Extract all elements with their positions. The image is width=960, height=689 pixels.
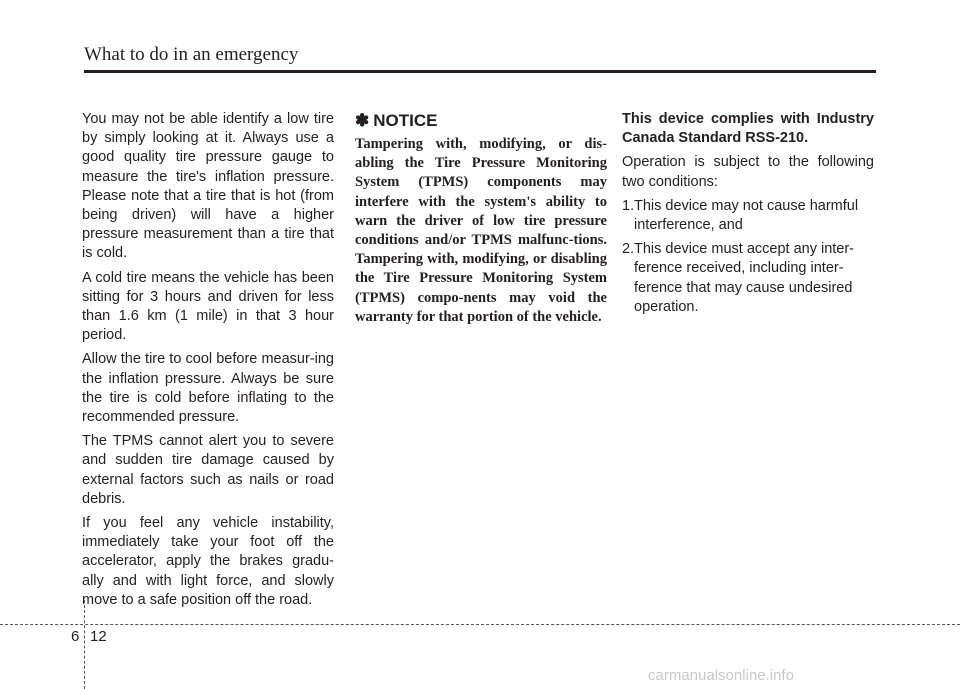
page-number: 12: [90, 628, 107, 645]
notice-heading: [355, 110, 607, 132]
column-left: [82, 110, 334, 615]
section-number: 6: [71, 628, 80, 645]
list-item-text: This device must accept any inter-ference received, including inter-ference that may cause undesired operation.: [634, 241, 855, 315]
notice-body: Tampering with, modifying, or dis-abling the Tire Pressure Monitoring System (TPMS) components may interfere with the system's ability to warn the driver of low tire pressure conditions and/or TPMS malfunc-tions. Tampering with, modifying, or disabling the Tire Pressure Monitoring System (TPMS) compo-nents may void the warranty for that portion of the vehicle.: [355, 136, 607, 325]
header-rule: [84, 70, 876, 73]
notice-asterisk-icon: ✽: [355, 111, 370, 130]
footer-rule: [0, 624, 960, 625]
paragraph: A cold tire means the vehicle has been sitting for 3 hours and driven for less than 1.6 km (1 mile) in that 3 hour period.: [82, 269, 334, 344]
footer-vertical-rule: [84, 600, 85, 689]
paragraph: Allow the tire to cool before measur-ing the inflation pressure. Always be sure the tire is cold before inflating to the recommended pressure.: [82, 351, 334, 426]
paragraph: You may not be able identify a low tire by simply looking at it. Always use a good quality tire pressure gauge to measure the tire's inflation pressure. Please note that a tire that is hot (from being driven) will have a higher pressure measurement than a tire that is cold.: [82, 111, 334, 262]
compliance-statement: This device complies with Industry Canada Standard RSS-210.: [622, 111, 874, 147]
list-item-text: This device may not cause harmful interference, and: [634, 197, 859, 234]
list-item: [622, 240, 874, 317]
paragraph: The TPMS cannot alert you to severe and sudden tire damage caused by external factors such as nails or road debris.: [82, 433, 334, 507]
page-header-title: What to do in an emergency: [84, 44, 299, 65]
list-item: [622, 197, 874, 235]
conditions-list: [622, 197, 874, 317]
list-item-number: 1.: [622, 197, 635, 214]
column-right: [622, 110, 874, 322]
notice-title: NOTICE: [373, 111, 438, 130]
conditions-intro: Operation is subject to the following two conditions:: [622, 154, 874, 190]
paragraph: If you feel any vehicle instability, immediately take your foot off the accelerator, apply the brakes gradu-ally and with light force, and slowly move to a safe position off the road.: [82, 515, 334, 608]
list-item-number: 2.: [622, 241, 635, 258]
watermark: carmanualsonline.info: [648, 667, 794, 684]
column-middle: [355, 110, 607, 332]
